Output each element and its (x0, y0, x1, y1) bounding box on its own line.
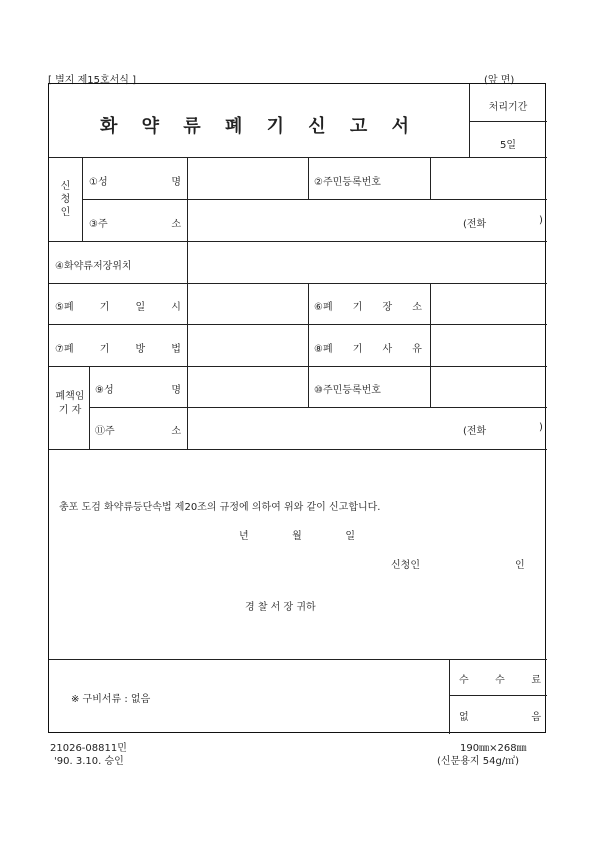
seal-label: 인 (515, 560, 525, 571)
responsible-phone-label: (전화 (463, 426, 487, 437)
form-number: [ 별지 제15호서식 ] (48, 75, 137, 86)
declaration-date: 년 월 일 (239, 531, 355, 542)
responsible-phone-close: ) (539, 422, 543, 433)
form-title: 화 약 류 폐 기 신 고 서 (100, 116, 418, 137)
responsible-rrn-label: ⑩주민등록번호 (314, 385, 381, 396)
paper-size: 190㎜×268㎜ (460, 743, 527, 754)
applicant-phone-close: ) (539, 215, 543, 226)
paper-type: (신문용지 54g/㎡) (437, 756, 520, 767)
required-documents: ※ 구비서류 : 없음 (71, 694, 151, 705)
storage-location-label: ④화약류저장위치 (55, 261, 132, 272)
applicant-rrn-label: ②주민등록번호 (314, 177, 381, 188)
fee-label: 수 수 료 (459, 675, 541, 686)
responsible-address-label: ⑪주 소 (95, 426, 181, 437)
applicant-name-label: ①성 명 (89, 177, 181, 188)
form-code: 21026-08811민 (50, 743, 127, 754)
applicant-signature-label: 신청인 (391, 560, 420, 571)
declaration-statement: 총포 도검 화약류등단속법 제20조의 규정에 의하여 위와 같이 신고합니다. (59, 502, 381, 513)
fee-value: 없 음 (459, 712, 541, 723)
declaration-form (48, 83, 546, 733)
addressee: 경 찰 서 장 귀하 (245, 602, 316, 613)
approval-date: '90. 3.10. 승인 (54, 756, 124, 767)
page-side-label: (앞 면) (484, 75, 515, 86)
disposal-method-label: ⑦폐 기 방 법 (55, 344, 181, 355)
disposal-reason-label: ⑧폐 기 사 유 (314, 344, 422, 355)
processing-period-value: 5일 (499, 140, 517, 151)
responsible-name-label: ⑨성 명 (95, 385, 181, 396)
applicant-group-label: 신 청 인 (60, 181, 71, 218)
applicant-phone-label: (전화 (463, 219, 487, 230)
disposal-place-label: ⑥폐 기 장 소 (314, 302, 422, 313)
applicant-address-label: ③주 소 (89, 219, 181, 230)
processing-period-label: 처리기간 (488, 102, 528, 113)
disposal-datetime-label: ⑤폐 기 일 시 (55, 302, 181, 313)
responsible-group-label: 폐책임 기 자 (55, 391, 85, 416)
